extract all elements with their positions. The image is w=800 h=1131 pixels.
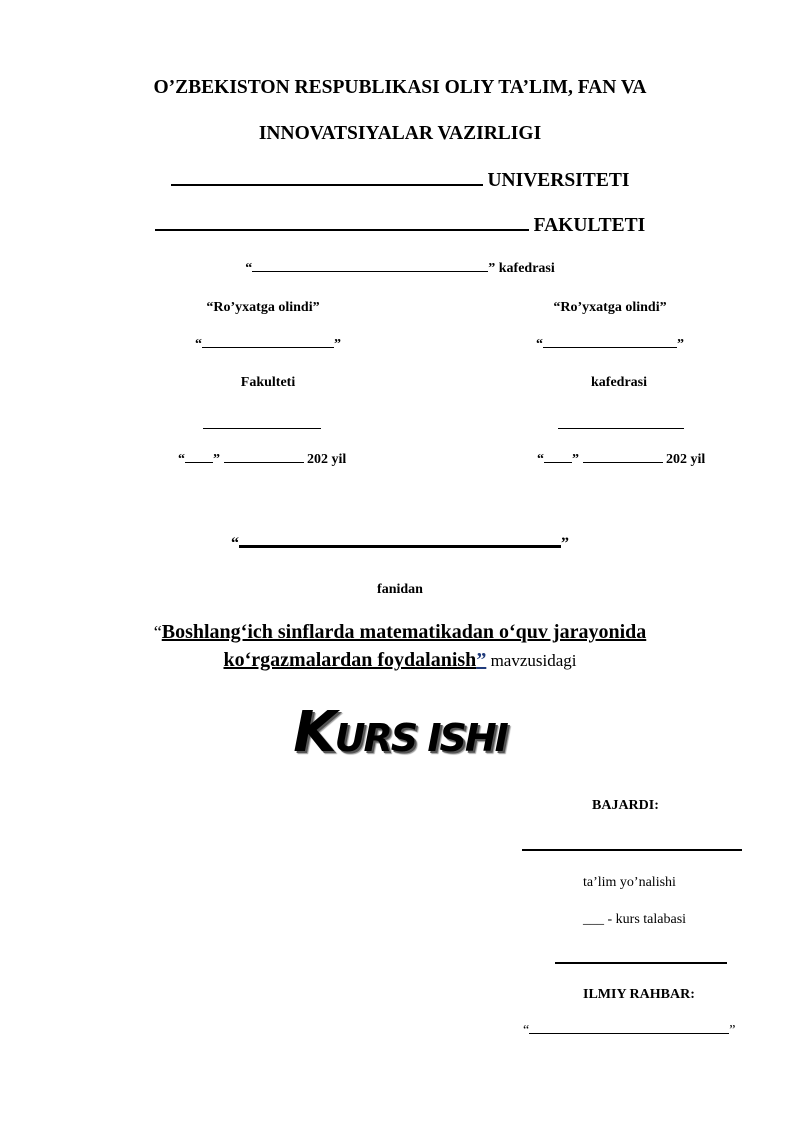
executor-label: BAJARDI: [592,798,659,813]
left-date-mid: ” [213,452,220,467]
ministry-line-2: INNOVATSIYALAR VAZIRLIGI [258,123,542,144]
right-registered: “Ro’yxatga olindi” [553,300,667,315]
topic-line-2 [0,649,800,672]
left-registered: “Ro’yxatga olindi” [206,300,320,315]
topic-line-1 [0,621,800,644]
supervisor-quote-close: ” [729,1023,736,1038]
university-row [0,170,800,192]
right-quote-open: “ [536,337,543,352]
course-row [583,912,686,928]
left-quote-close: ” [334,337,341,352]
left-year: 202 yil [307,452,347,467]
fanidan-label: fanidan [377,582,423,597]
left-date-open: “ [178,452,185,467]
kafedra-row [0,261,800,277]
faculty-blank [155,229,529,231]
kafedra-blank [252,271,488,272]
left-day-blank [185,462,213,463]
faculty-row [0,215,800,237]
supervisor-quote-open: “ [523,1023,530,1038]
kafedra-open-quote: “ [245,261,253,276]
subject-row [0,535,800,553]
right-date-open: “ [537,452,544,467]
right-month-blank [583,462,663,463]
left-quote-open: “ [195,337,202,352]
university-blank [171,184,483,186]
course-blank: ___ [583,912,604,927]
right-quote-row [500,337,720,353]
supervisor-row [523,1023,735,1039]
left-signature-line [203,428,321,429]
course-text: - kurs talabasi [604,912,687,927]
right-date-row [537,452,757,468]
topic-title-part-1: Boshlang‘ich sinflarda matematikadan o‘quv jarayonida [161,621,647,643]
right-quote-blank [543,347,677,348]
subject-quote-open: “ [231,535,239,552]
right-signature-line [558,428,684,429]
document-title [0,700,800,765]
left-date-row [178,452,378,468]
faculty-label: FAKULTETI [533,215,646,236]
executor-name-line [522,849,742,851]
right-day-blank [544,462,572,463]
topic-close-quote: ” [476,649,487,671]
university-label: UNIVERSITETI [487,170,630,191]
topic-title-part-2: ko‘rgazmalardan foydalanish [223,649,477,671]
ministry-line-1: O’ZBEKISTON RESPUBLIKASI OLIY TA’LIM, FAN VA [153,77,647,98]
right-unit: kafedrasi [591,375,647,390]
supervisor-blank [529,1033,729,1034]
subject-quote-close: ” [561,535,569,552]
left-quote-blank [202,347,334,348]
left-month-blank [224,462,304,463]
student-name-line [555,962,727,964]
direction-label: ta’lim yo’nalishi [583,875,676,890]
title-rest: URS ISHI [334,716,507,760]
kafedra-label: ” kafedrasi [488,261,555,276]
left-unit: Fakulteti [240,375,296,390]
subject-blank [239,545,561,548]
right-quote-close: ” [677,337,684,352]
topic-open-quote: “ [153,622,162,642]
topic-suffix: mavzusidagi [486,651,577,670]
left-quote-row [158,337,378,353]
title-first-letter: K [293,700,335,765]
supervisor-label: ILMIY RAHBAR: [583,987,695,1002]
right-date-mid: ” [572,452,579,467]
right-year: 202 yil [666,452,706,467]
